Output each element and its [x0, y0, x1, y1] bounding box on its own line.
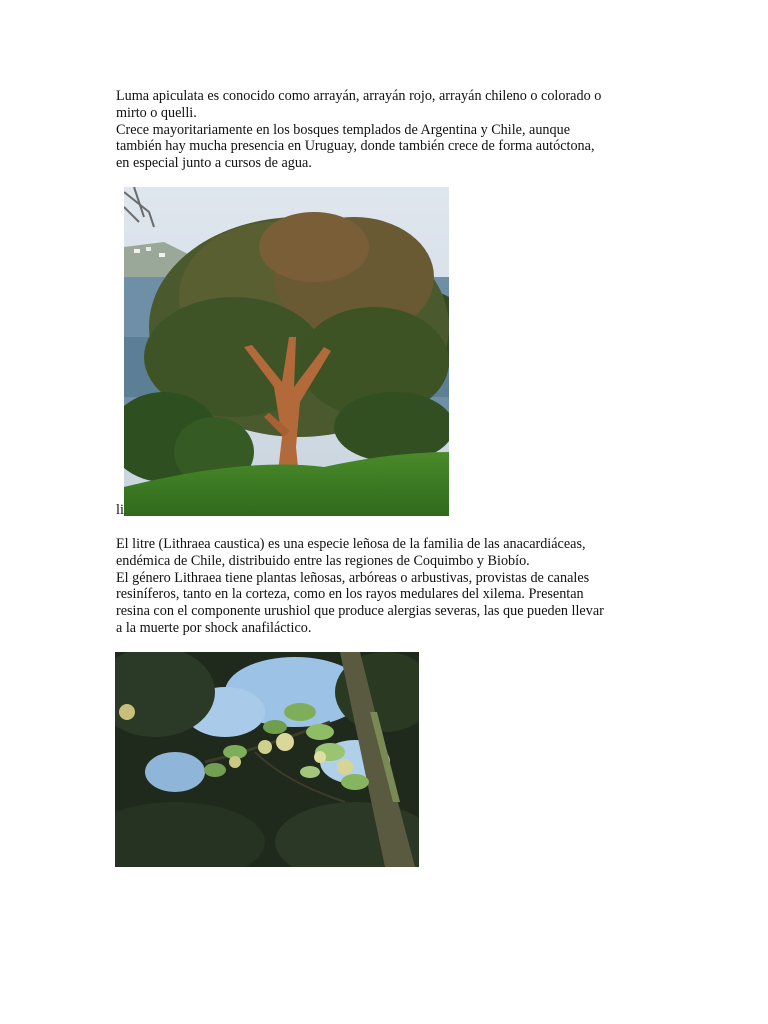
- text-line: El género Lithraea tiene plantas leñosas, arbóreas o arbustivas, provistas de canales: [116, 569, 590, 586]
- paragraph-luma-apiculata: [116, 88, 676, 172]
- text-line: a la muerte por shock anafiláctico.: [116, 619, 312, 636]
- text-line: en especial junto a cursos de agua.: [116, 155, 312, 172]
- text-line: Luma apiculata es conocido como arrayán, arrayán rojo, arrayán chileno o colorado o: [116, 88, 602, 104]
- litre-branch-photo: [115, 652, 419, 867]
- text-line: endémica de Chile, distribuido entre las regiones de Coquimbo y Biobío.: [116, 552, 530, 569]
- text-line: El litre (Lithraea caustica) es una especie leñosa de la familia de las anacardiáceas,: [116, 536, 586, 552]
- text-fragment: li: [116, 502, 124, 518]
- text-line: también hay mucha presencia en Uruguay, donde también crece de forma autóctona,: [116, 138, 595, 155]
- paragraph-litre: [116, 536, 676, 637]
- arrayan-tree-photo: [124, 187, 449, 516]
- text-line: resiníferos, tanto en la corteza, como en los rayos medulares del xilema. Presentan: [116, 586, 584, 603]
- text-line: resina con el componente urushiol que produce alergias severas, las que pueden llevar: [116, 603, 604, 620]
- text-line: Crece mayoritariamente en los bosques templados de Argentina y Chile, aunque: [116, 121, 571, 138]
- text-line: mirto o quelli.: [116, 104, 197, 121]
